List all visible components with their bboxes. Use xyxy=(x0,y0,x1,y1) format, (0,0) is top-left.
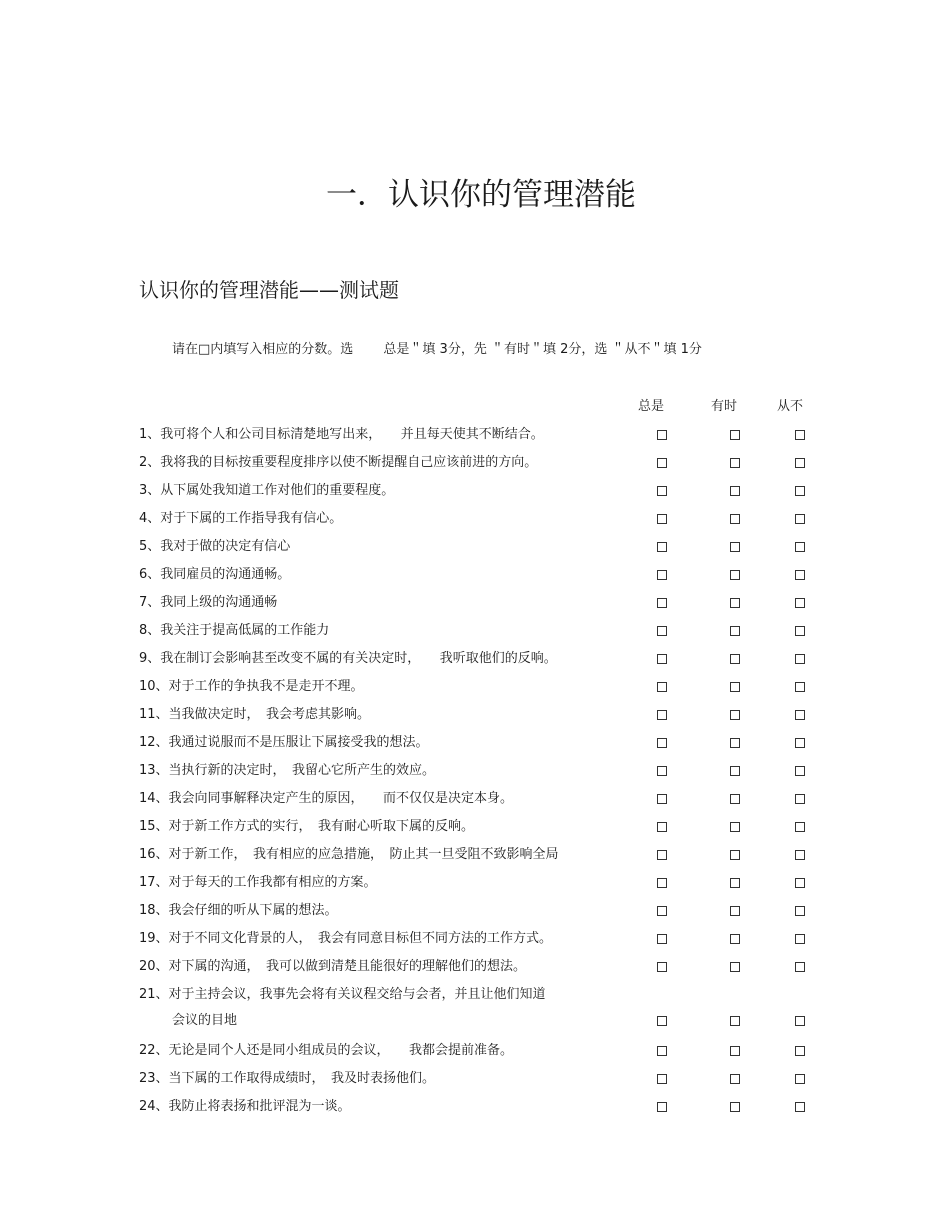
score-checkbox-sometimes[interactable] xyxy=(730,626,740,636)
score-checkbox-always[interactable] xyxy=(657,1074,667,1084)
question-text: 19、对于不同文化背景的人， 我会有同意目标但不同方法的工作方式。 xyxy=(139,931,553,946)
score-checkbox-never[interactable] xyxy=(795,1102,805,1112)
score-checkbox-sometimes[interactable] xyxy=(730,542,740,552)
column-header-always: 总是 xyxy=(637,399,664,414)
score-checkbox-always[interactable] xyxy=(657,1046,667,1056)
score-checkbox-sometimes[interactable] xyxy=(730,430,740,440)
score-checkbox-always[interactable] xyxy=(657,654,667,664)
score-checkbox-never[interactable] xyxy=(795,1046,805,1056)
question-text: 4、对于下属的工作指导我有信心。 xyxy=(139,511,343,526)
instructions-text: 请在□内填写入相应的分数。选 总是＂填 3分，先 ＂有时＂填 2分，选 ＂从不＂填 1分 xyxy=(172,342,702,357)
score-checkbox-never[interactable] xyxy=(795,654,805,664)
score-checkbox-always[interactable] xyxy=(657,1102,667,1112)
score-checkbox-sometimes[interactable] xyxy=(730,654,740,664)
score-checkbox-never[interactable] xyxy=(795,682,805,692)
question-text-continuation: 会议的目地 xyxy=(172,1013,238,1028)
question-text: 22、无论是同个人还是同小组成员的会议， 我都会提前准备。 xyxy=(139,1043,514,1058)
question-text: 23、当下属的工作取得成绩时， 我及时表扬他们。 xyxy=(139,1071,436,1086)
score-checkbox-always[interactable] xyxy=(657,570,667,580)
question-text: 3、从下属处我知道工作对他们的重要程度。 xyxy=(139,483,395,498)
score-checkbox-sometimes[interactable] xyxy=(730,1046,740,1056)
score-checkbox-sometimes[interactable] xyxy=(730,598,740,608)
score-checkbox-always[interactable] xyxy=(657,486,667,496)
question-text: 21、对于主持会议，我事先会将有关议程交给与会者，并且让他们知道 xyxy=(139,987,546,1002)
question-text: 7、我同上级的沟通通畅 xyxy=(139,595,278,610)
question-text: 2、我将我的目标按重要程度排序以使不断提醒自己应该前进的方向。 xyxy=(139,455,538,470)
score-checkbox-always[interactable] xyxy=(657,766,667,776)
question-text: 15、对于新工作方式的实行， 我有耐心听取下属的反响。 xyxy=(139,819,475,834)
score-checkbox-never[interactable] xyxy=(795,738,805,748)
score-checkbox-always[interactable] xyxy=(657,710,667,720)
score-checkbox-always[interactable] xyxy=(657,906,667,916)
question-text: 24、我防止将表扬和批评混为一谈。 xyxy=(139,1099,351,1114)
score-checkbox-always[interactable] xyxy=(657,822,667,832)
score-checkbox-sometimes[interactable] xyxy=(730,906,740,916)
score-checkbox-never[interactable] xyxy=(795,850,805,860)
score-checkbox-sometimes[interactable] xyxy=(730,850,740,860)
score-checkbox-always[interactable] xyxy=(657,934,667,944)
score-checkbox-sometimes[interactable] xyxy=(730,1102,740,1112)
question-text: 14、我会向同事解释决定产生的原因， 而不仅仅是决定本身。 xyxy=(139,791,514,806)
score-checkbox-always[interactable] xyxy=(657,458,667,468)
score-checkbox-always[interactable] xyxy=(657,514,667,524)
score-checkbox-sometimes[interactable] xyxy=(730,794,740,804)
score-checkbox-sometimes[interactable] xyxy=(730,570,740,580)
score-checkbox-never[interactable] xyxy=(795,906,805,916)
score-checkbox-never[interactable] xyxy=(795,598,805,608)
score-checkbox-never[interactable] xyxy=(795,570,805,580)
question-text: 6、我同雇员的沟通通畅。 xyxy=(139,567,291,582)
page-title: 一．认识你的管理潜能 xyxy=(326,177,636,213)
score-checkbox-sometimes[interactable] xyxy=(730,878,740,888)
score-checkbox-sometimes[interactable] xyxy=(730,822,740,832)
score-checkbox-always[interactable] xyxy=(657,878,667,888)
score-checkbox-never[interactable] xyxy=(795,934,805,944)
score-checkbox-always[interactable] xyxy=(657,962,667,972)
column-header-never: 从不 xyxy=(776,399,803,414)
score-checkbox-always[interactable] xyxy=(657,430,667,440)
score-checkbox-never[interactable] xyxy=(795,486,805,496)
score-checkbox-sometimes[interactable] xyxy=(730,682,740,692)
score-checkbox-never[interactable] xyxy=(795,514,805,524)
score-checkbox-never[interactable] xyxy=(795,962,805,972)
question-text: 1、我可将个人和公司目标清楚地写出来， 并且每天使其不断结合。 xyxy=(139,427,544,442)
score-checkbox-always[interactable] xyxy=(657,850,667,860)
score-checkbox-never[interactable] xyxy=(795,766,805,776)
score-checkbox-always[interactable] xyxy=(657,598,667,608)
question-text: 10、对于工作的争执我不是走开不理。 xyxy=(139,679,364,694)
question-text: 11、当我做决定时， 我会考虑其影响。 xyxy=(139,707,371,722)
score-checkbox-sometimes[interactable] xyxy=(730,458,740,468)
score-checkbox-sometimes[interactable] xyxy=(730,766,740,776)
score-checkbox-never[interactable] xyxy=(795,710,805,720)
question-text: 12、我通过说服而不是压服让下属接受我的想法。 xyxy=(139,735,429,750)
score-checkbox-sometimes[interactable] xyxy=(730,710,740,720)
score-checkbox-sometimes[interactable] xyxy=(730,962,740,972)
question-text: 8、我关注于提高低属的工作能力 xyxy=(139,623,330,638)
score-checkbox-never[interactable] xyxy=(795,822,805,832)
question-text: 18、我会仔细的听从下属的想法。 xyxy=(139,903,338,918)
score-checkbox-never[interactable] xyxy=(795,878,805,888)
score-checkbox-sometimes[interactable] xyxy=(730,1016,740,1026)
score-checkbox-always[interactable] xyxy=(657,738,667,748)
score-checkbox-never[interactable] xyxy=(795,1016,805,1026)
score-checkbox-never[interactable] xyxy=(795,794,805,804)
question-text: 17、对于每天的工作我都有相应的方案。 xyxy=(139,875,377,890)
question-text: 16、对于新工作， 我有相应的应急措施， 防止其一旦受阻不致影响全局 xyxy=(139,847,559,862)
score-checkbox-never[interactable] xyxy=(795,1074,805,1084)
column-header-sometimes: 有时 xyxy=(710,399,737,414)
score-checkbox-always[interactable] xyxy=(657,542,667,552)
question-text: 13、当执行新的决定时， 我留心它所产生的效应。 xyxy=(139,763,436,778)
score-checkbox-sometimes[interactable] xyxy=(730,738,740,748)
question-text: 5、我对于做的决定有信心 xyxy=(139,539,291,554)
score-checkbox-always[interactable] xyxy=(657,626,667,636)
score-checkbox-always[interactable] xyxy=(657,1016,667,1026)
question-text: 9、我在制订会影响甚至改变不属的有关决定时， 我听取他们的反响。 xyxy=(139,651,557,666)
score-checkbox-always[interactable] xyxy=(657,794,667,804)
score-checkbox-sometimes[interactable] xyxy=(730,514,740,524)
score-checkbox-always[interactable] xyxy=(657,682,667,692)
score-checkbox-never[interactable] xyxy=(795,542,805,552)
question-text: 20、对下属的沟通， 我可以做到清楚且能很好的理解他们的想法。 xyxy=(139,959,527,974)
score-checkbox-sometimes[interactable] xyxy=(730,486,740,496)
score-checkbox-never[interactable] xyxy=(795,626,805,636)
score-checkbox-sometimes[interactable] xyxy=(730,1074,740,1084)
section-title: 认识你的管理潜能——测试题 xyxy=(139,278,399,302)
score-checkbox-never[interactable] xyxy=(795,458,805,468)
score-checkbox-never[interactable] xyxy=(795,430,805,440)
score-checkbox-sometimes[interactable] xyxy=(730,934,740,944)
